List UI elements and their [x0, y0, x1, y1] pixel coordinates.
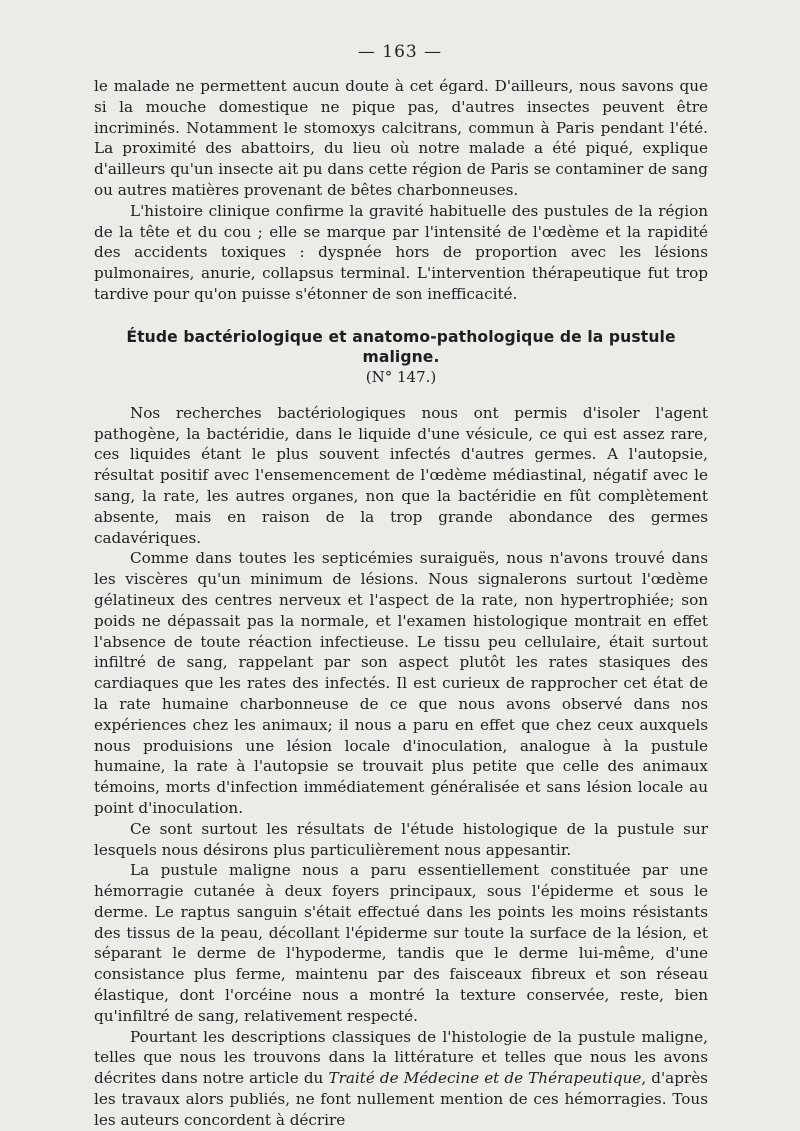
paragraph-text: Pourtant les descriptions classiques de l'histologie de la pustule maligne, telles que nous les trouvons dans la littérature et telles que nous les avons décrites dans notre article du	[94, 1027, 708, 1088]
section-heading: Étude bactériologique et anatomo-pathologique de la pustule maligne.	[126, 327, 676, 366]
paragraph-text: , d'après les travaux alors publiés, ne font nullement mention de ces hémorragies. Tous les auteurs concordent à décrire	[94, 1069, 708, 1129]
page-number: — 163 —	[357, 42, 443, 62]
paragraph	[94, 1027, 708, 1131]
paragraph: La pustule maligne nous a paru essentiellement constituée par une hémorragie cutanée à deux foyers principaux, sous l'épiderme et sous le derme. Le raptus sanguin s'était effectué dans les points les moins résistants des tissus de la peau, décollant l'épiderme sur toute la surface de la lésion, et séparant le derme de l'hypoderme, tandis que le derme lui-même, d'une consistance plus ferme, maintenu par des faisceaux fibreux et son réseau élastique, dont l'orcéine nous a montré la texture conservée, reste, bien qu'infiltré de sang, relativement respecté.	[94, 861, 708, 1025]
paragraph: Comme dans toutes les septicémies suraiguës, nous n'avons trouvé dans les viscères qu'un minimum de lésions. Nous signalerons surtout l'œdème gélatineux des centres nerveux et l'aspect de la rate, non hypertrophiée; son poids ne dépassait pas la normale, et l'examen histologique montrait en effet l'absence de toute réaction infectieuse. Le tissu peu cellulaire, était surtout infiltré de sang, rappelant par son aspect plutôt les rates stasiques des cardiaques que les rates des infectés. Il est curieux de rapprocher cet état de la rate humaine charbonneuse de ce que nous avons observé dans nos expériences chez les animaux; il nous a paru en effet que chez ceux auxquels nous produisions une lésion locale d'inoculation, analogue à la pustule humaine, la rate à l'autopsie se trouvait plus petite que celle des animaux témoins, morts d'infection immédiatement généralisée et sans lésion locale au point d'inoculation.	[94, 549, 708, 817]
book-title: Traité de Médecine et de Thérapeutique	[328, 1069, 642, 1088]
body-text	[94, 76, 708, 1131]
paragraph: L'histoire clinique confirme la gravité habituelle des pustules de la région de la tête et du cou ; elle se marque par l'intensité de l'œdème et la rapidité des accidents toxiques : dyspnée hors de proportion avec les lésions pulmonaires, anurie, collapsus terminal. L'intervention thérapeutique fut trop tardive pour qu'on puisse s'étonner de son inefficacité.	[94, 201, 708, 303]
paragraph: le malade ne permettent aucun doute à cet égard. D'ailleurs, nous savons que si la mouche domestique ne pique pas, d'autres insectes peuvent être incriminés. Notamment le stomoxys calcitrans, commun à Paris pendant l'été. La proximité des abattoirs, du lieu où notre malade a été piqué, explique d'ailleurs qu'un insecte ait pu dans cette région de Paris se contaminer de sang ou autres matières provenant de bêtes charbonneuses.	[94, 77, 708, 199]
paragraph: Ce sont surtout les résultats de l'étude histologique de la pustule sur lesquels nous désirons plus particulièrement nous appesantir.	[94, 819, 708, 859]
paragraph: Nos recherches bactériologiques nous ont permis d'isoler l'agent pathogène, la bactéridie, dans le liquide d'une vésicule, ce qui est assez rare, ces liquides étant le plus souvent infectés d'autres germes. A l'autopsie, résultat positif avec l'ensemencement de l'œdème médiastinal, négatif avec le sang, la rate, les autres organes, non que la bactéridie en fût complètement absente, mais en raison de la trop grande abondance des germes cadavériques.	[94, 403, 708, 547]
section-heading-number: (N° 147.)	[365, 367, 437, 386]
